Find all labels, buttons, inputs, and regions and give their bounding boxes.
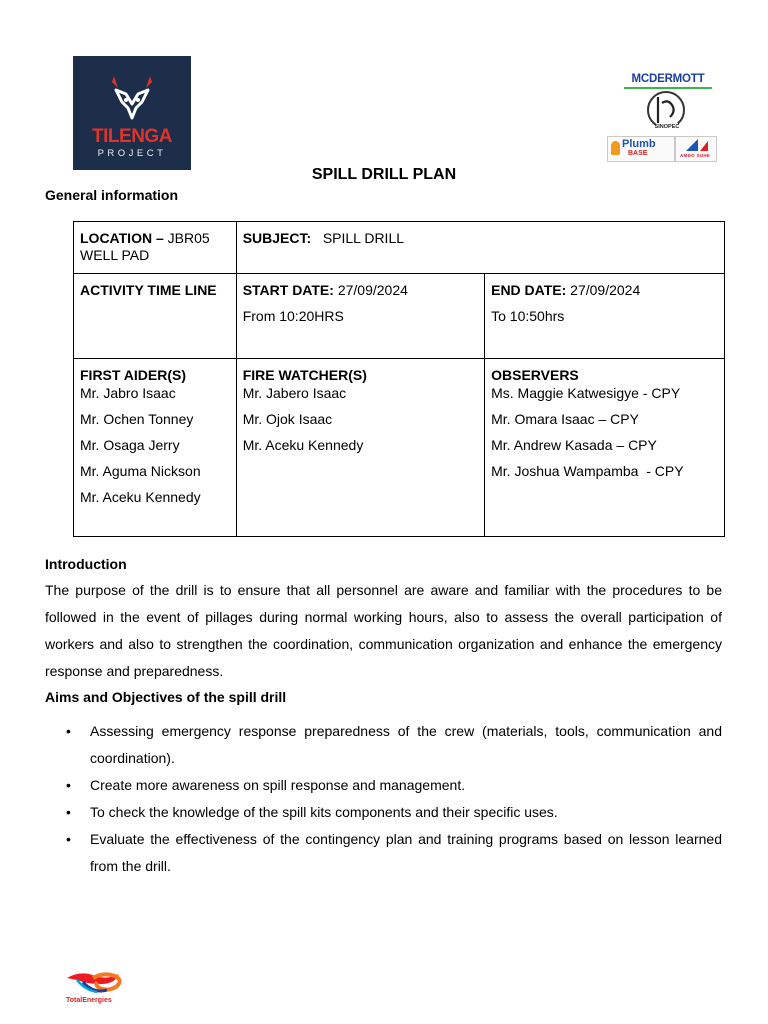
list-item: • To check the knowledge of the spill kits components and their specific uses. [45, 799, 722, 826]
list-item: Mr. Osaga Jerry [80, 437, 180, 453]
end-cell [485, 274, 725, 359]
totalenergies-text: TotalEnergies [66, 997, 112, 1004]
location-cell [74, 222, 237, 274]
tilenga-name: TILENGA [92, 126, 172, 147]
list-item: • Assessing emergency response preparedness of the crew (materials, tools, communication and coordination). [45, 718, 722, 772]
list-item: Mr. Aceku Kennedy [242, 437, 364, 453]
sinopec-text: SINOPEC [654, 124, 680, 130]
tilenga-logo [73, 56, 191, 170]
start-label: START DATE: [242, 282, 334, 298]
sinopec-emblem-icon [646, 89, 686, 133]
table-row [74, 274, 725, 359]
observers-cell [485, 359, 725, 537]
general-info-table [73, 221, 725, 537]
table-row [74, 359, 725, 537]
start-time: From 10:20HRS [242, 308, 344, 324]
plumb-base-logo [607, 136, 675, 162]
subject-label: SUBJECT: [242, 230, 312, 246]
end-value: 27/09/2024 [566, 282, 641, 298]
list-item: Mr. Joshua Wampamba - CPY [491, 463, 684, 479]
aims-list [45, 718, 722, 880]
list-item: Mr. Aceku Kennedy [80, 489, 201, 505]
plumb-mark-icon [611, 141, 620, 155]
aims-heading: Aims and Objectives of the spill drill [45, 689, 287, 705]
list-item: Mr. Jabero Isaac [242, 385, 347, 401]
table-row [74, 222, 725, 274]
list-item: Ms. Maggie Katwesigye - CPY [491, 385, 681, 401]
document-title: SPILL DRILL PLAN [311, 166, 457, 183]
timeline-label: ACTIVITY TIME LINE [74, 274, 237, 359]
subject-cell [236, 222, 724, 274]
subject-value: SPILL DRILL [311, 230, 405, 246]
location-label: LOCATION – [80, 230, 164, 246]
list-item: Mr. Andrew Kasada – CPY [491, 437, 657, 453]
first-aiders-cell [74, 359, 237, 537]
mcdermott-logo: MCDERMOTT [624, 71, 712, 89]
start-cell [236, 274, 484, 359]
list-item: Mr. Aguma Nickson [80, 463, 201, 479]
list-item: Mr. Jabro Isaac [80, 385, 176, 401]
introduction-paragraph: The purpose of the drill is to ensure that all personnel are aware and familiar with the procedures to be followed in the event of pillages during normal working hours, also to assess the overall participation of workers and also to strengthen the coordination, communication organization and enhance the emergency response and preparedness. [45, 582, 722, 679]
list-item: • Evaluate the effectiveness of the contingency plan and training programs based on lesson learned from the drill. [45, 826, 722, 880]
plumb-text: Plumb [622, 138, 656, 150]
list-item: Mr. Omara Isaac – CPY [491, 411, 639, 427]
start-value: 27/09/2024 [333, 282, 408, 298]
totalenergies-swirl-icon [63, 968, 125, 998]
observers-label: OBSERVERS [491, 367, 579, 383]
partner-logo [675, 136, 717, 162]
end-label: END DATE: [491, 282, 567, 298]
end-time: To 10:50hrs [491, 308, 565, 324]
totalenergies-logo [63, 968, 125, 1008]
list-item: • Create more awareness on spill response and management. [45, 772, 722, 799]
partner-logo-text: AMDO SUHE [680, 153, 711, 158]
plumb-base-text: BASE [628, 150, 648, 157]
first-aiders-label: FIRST AIDER(S) [80, 367, 187, 383]
location-value: JBR05 WELL PAD [80, 230, 210, 263]
general-info-heading: General information [45, 187, 179, 203]
list-item: Mr. Ochen Tonney [80, 411, 194, 427]
sinopec-logo [646, 89, 686, 133]
tilenga-sub: PROJECT [97, 148, 167, 159]
list-item: Mr. Ojok Isaac [242, 411, 333, 427]
introduction-heading: Introduction [45, 556, 127, 572]
fire-watchers-label: FIRE WATCHER(S) [242, 367, 367, 383]
fire-watchers-cell [236, 359, 484, 537]
antelope-icon [106, 74, 158, 124]
